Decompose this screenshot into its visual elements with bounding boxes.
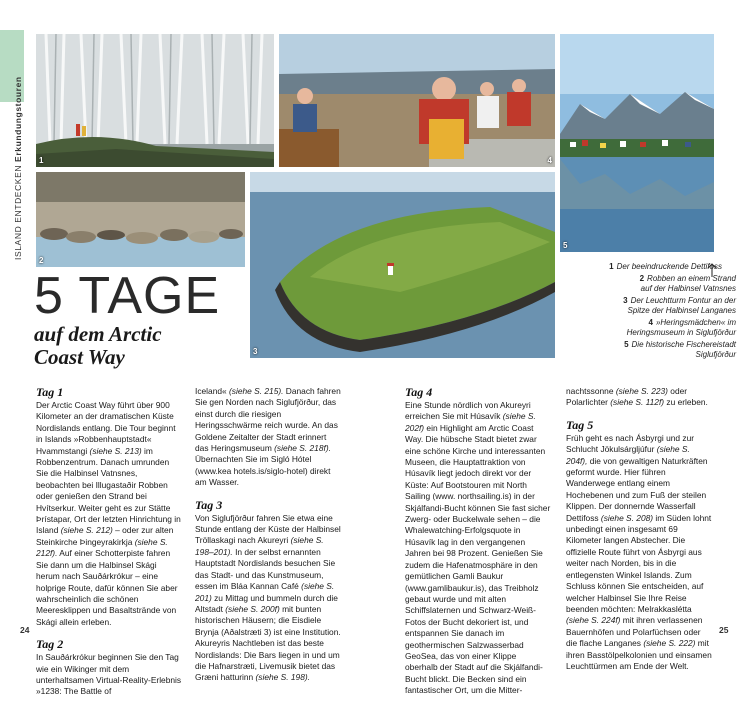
- caption-text: Siglufjörður: [695, 350, 736, 359]
- day-paragraph: In Sauðárkrókur beginnen Sie den Tag wie ein Wikinger mit dem unterhaltsamen Virtual-Reality-Erlebnis »1238: The Battle of: [36, 652, 182, 697]
- page-number-left: 24: [20, 625, 30, 635]
- caption-2: [560, 274, 736, 294]
- photo-number-1: 1: [39, 156, 44, 165]
- photo-number-4: 4: [547, 156, 552, 165]
- day-paragraph: Der Arctic Coast Way führt über 900 Kilometer an der dramatischen Küste Nordislands entlang. Die Tour beginnt in Islands »Robbenhauptstadt« Hvammstangi (siehe S. 213) im Robbenzentrum. Danach umrunden Sie die Halbinsel Vatnsnes, beobachten bei Illugastaðir Robben oder genießen den Strand bei Hvítserkur. Weiter geht es zur Stätte Þrístapar, Ort der letzten Hinrichtung in Island (siehe S. 212) – oder zur alten Steinkirche Þingeyrakirkja (siehe S. 212f). Auf einer Schotterpiste fahren Sie dann um die Halbinsel Skági herum nach Sauðárkrókur – eine holprige Route, dafür können Sie aber wahrscheinlich die schönen Meeresklippen und Basaltstrände von Skági allein erleben.: [36, 400, 181, 627]
- caption-number: 2: [639, 274, 645, 283]
- day-heading: Tag 4: [405, 385, 433, 399]
- caption-number: 4: [648, 318, 653, 327]
- caption-4: [560, 318, 736, 338]
- subtitle-line-1: auf dem Arctic: [34, 322, 162, 346]
- caption-text: Die historische Fischereistadt: [631, 340, 736, 349]
- photo-herring-girls: [279, 34, 555, 167]
- page-title: 5 TAGE: [34, 267, 221, 325]
- caption-number: 1: [609, 262, 614, 271]
- day-heading: Tag 3: [195, 497, 223, 512]
- day-paragraph: Iceland« (siehe S. 215). Danach fahren Sie gen Norden nach Siglufjörður, das einst durch die riesigen Heringsschwärme reich wurde. An das Goldene Zeitalter der Stadt erinnert das Heringsmuseum (siehe S. 218f). Übernachten Sie im Sigló Hótel (www.kea hotels.is/siglo-hotel) direkt am Wasser.: [195, 386, 341, 488]
- day-paragraph: nachtssonne (siehe S. 223) oder Polarlichter (siehe S. 112f) zu erleben.: [566, 386, 708, 408]
- page-number-right: 25: [719, 625, 729, 635]
- text-column-2: [195, 386, 341, 694]
- chapter-side-label: [13, 76, 23, 260]
- photo-number-3: 3: [253, 347, 258, 356]
- photo-captions: [560, 262, 736, 362]
- text-column-4: [566, 386, 712, 682]
- day-paragraph: Eine Stunde nördlich von Akureyri erreichen Sie mit Húsavík (siehe S. 202f) ein Highlight am Arctic Coast Way. Die hübsche Stadt bietet zwar eine schöne Kirche und interessanten Museen, die Hauptattraktion von Húsavík liegt jedoch direkt vor der Küste: Auf Bootstouren mit North Sailing (www. northsailing.is) in der Skjálfandi-Bucht können Sie fast sicher Zwerg- oder Buckelwale sehen – die Whalewatching-Erfolgsquote in Húsavík lag in den vergangenen Jahren bei 98 Prozent. Genießen Sie zudem die Hafenatmosphäre in den gemütlichen Gamli Baukur (www.gamlibaukur.is), das Treibholz gebaut wurde und mit alten Schiffslaternen und Schwarz-Weiß-Fotos der Bucht dekoriert ist, und entspannen Sie danach im geothermischen Salzwasserbad GeoSea, das von einer Klippe oberhalb der Stadt auf die Skjálfandi-Bucht blickt. Die Becken sind ein fantastischer Ort, um die Mitter-: [405, 400, 551, 696]
- photo-dettifoss: [36, 34, 274, 167]
- day-heading: Tag 1: [36, 385, 64, 399]
- day-heading: Tag 5: [566, 417, 594, 432]
- text-column-3: [405, 386, 551, 707]
- photo-number-5: 5: [563, 241, 568, 250]
- day-heading: Tag 2: [36, 637, 64, 652]
- day-paragraph: Von Siglufjörður fahren Sie etwa eine Stunde entlang der Küste der Halbinsel Tröllaskagi nach Akureyri (siehe S. 198–201). In der selbst ernannten Hauptstadt Nordislands besuchen Sie das Stadt- und das Kunstmuseum, essen im Bláa Kannan Café (siehe S. 201) zu Mittag und bummeln durch die Altstadt (siehe S. 200f) mit bunten historischen Häusern; die Eisdiele Brynja (Aðalstræti 3) ist eine Institution. Akureyris Nachtleben ist das beste Nordislands: Die Bars liegen in und um die Hafnarstræti, Livemusik bietet das Græni hatturinn (siehe S. 198).: [195, 512, 341, 683]
- caption-text: Der Leuchtturm Fontur an der: [630, 296, 736, 305]
- photo-number-2: 2: [39, 256, 44, 265]
- day-paragraph: Früh geht es nach Ásbyrgi und zur Schlucht Jökulsárgljúfur (siehe S. 204f), die von gewaltigen Naturkräften geformt wurde. Hier führen Wanderwege entlang einem Hochebenen und zum Fuß der steilen Klippen. Der donnernde Wasserfall Dettifoss (siehe S. 208) im Süden lohnt unbedingt einen insgesamt 69 Kilometer langen Abstecher. Die offizielle Route führt von Ásbyrgi aus weiter nach Norden, bis in die entlegensten Winkel Islands. Zum Schluss können Sie entscheiden, auf welcher Halbinsel Sie Ihre Reise beenden möchten: Melrakkaslétta (siehe S. 224f) mit ihren verlassenen Bauernhöfen und Polarfüchsen oder die flache Langanes (siehe S. 222) mit ihren Basstölpelkolonien und einsamen Leuchttürmen am Ende der Welt.: [566, 432, 712, 671]
- caption-text: Heringsmuseum in Siglufjörður: [626, 328, 736, 337]
- caption-number: 3: [623, 296, 628, 305]
- chapter-title: Erkundungstouren: [13, 76, 23, 162]
- photo-siglufjordur: [560, 34, 714, 252]
- caption-1: [560, 262, 722, 272]
- caption-5: [560, 340, 736, 360]
- photo-seals: [36, 172, 245, 267]
- chapter-prefix: ISLAND ENTDECKEN: [13, 164, 23, 260]
- caption-text: Robben an einem Strand: [647, 274, 736, 283]
- caption-text: Spitze der Halbinsel Langanes: [627, 306, 736, 315]
- caption-text: Der beeindruckende Dettifoss: [616, 262, 722, 271]
- photo-fontur-lighthouse: [250, 172, 555, 358]
- text-column-1: [36, 386, 182, 708]
- caption-text: auf der Halbinsel Vatnsnes: [640, 284, 736, 293]
- subtitle-line-2: Coast Way: [34, 345, 125, 369]
- page-subtitle: [34, 323, 254, 369]
- caption-text: »Heringsmädchen« im: [655, 318, 736, 327]
- caption-3: [560, 296, 736, 316]
- caption-number: 5: [624, 340, 629, 349]
